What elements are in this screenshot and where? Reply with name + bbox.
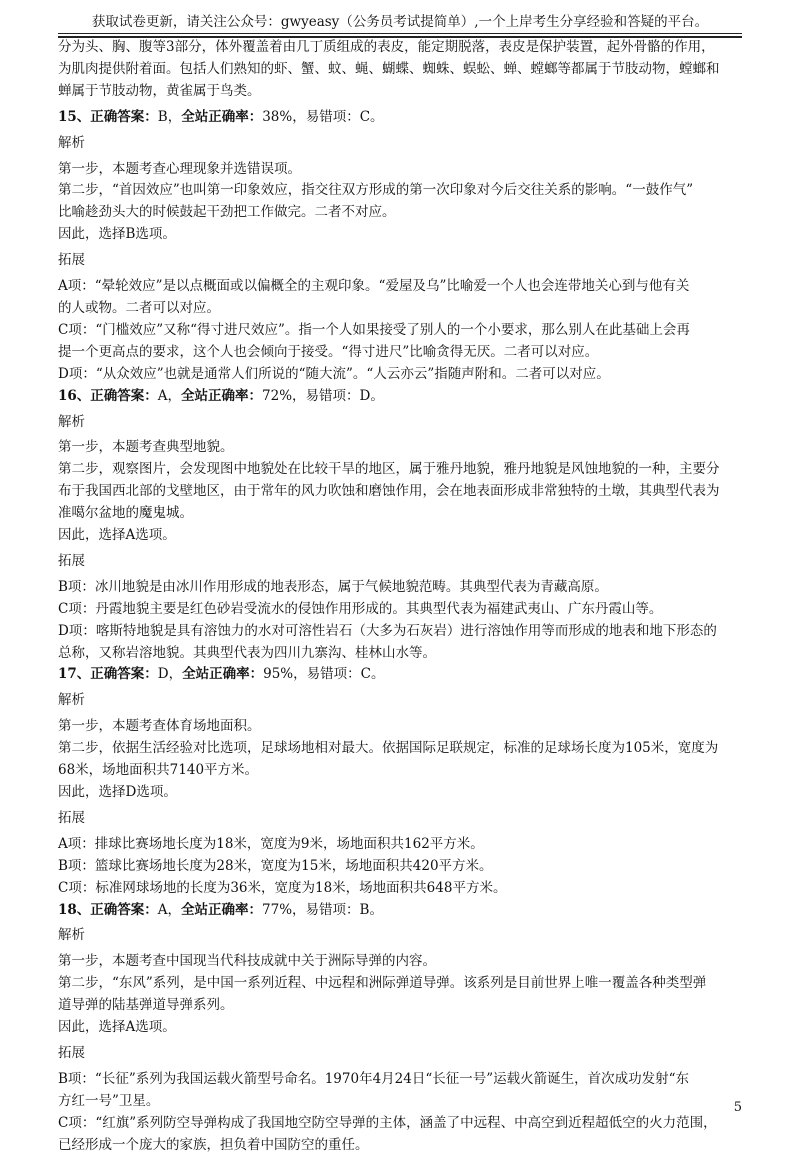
text-line: B项：篮球比赛场地长度为28米，宽度为15米，场地面积共420平方米。 [58,857,493,874]
extension-heading: 拓展 [58,1044,85,1061]
text-line: 比喻趁劲头大的时候鼓起干劲把工作做完。二者不对应。 [58,204,396,221]
question-17 [58,664,742,899]
rate-label: 全站正确率： [181,387,263,404]
text-line: 提一个更高点的要求，这个人也会倾向于接受。“得寸进尺”比喻贪得无厌。二者可以对应。 [58,343,599,360]
text-line: 第一步，本题考查典型地貌。 [58,439,234,456]
answer-line [58,386,742,408]
rate-value: 38%，易错项：C。 [262,108,384,125]
text-line: B项：“长征”系列为我国运载火箭型号命名。1970年4月24日“长征一号”运载火箭诞生，首次成功发射“东 [58,1070,690,1087]
text-line: C项：标准网球场地的长度为36米，宽度为18米，场地面积共648平方米。 [58,879,507,896]
extension-heading: 拓展 [58,809,85,826]
rate-value: 77%，易错项：B。 [262,901,383,918]
text-line: 第二步，观察图片，会发现图中地貌处在比较干旱的地区，属于雅丹地貌，雅丹地貌是风蚀地貌的一种，主要分 [58,461,720,478]
text-line: 方红一号”卫星。 [58,1092,160,1109]
answer-label: 正确答案： [90,108,158,125]
text-line: 第二步，依据生活经验对比选项，足球场地相对最大。依据国际足联规定，标准的足球场长度为105米，宽度为 [58,740,719,757]
answer-line [58,664,742,686]
text-line: 已经形成一个庞大的家族，担负着中国防空的重任。 [58,1136,369,1153]
question-18 [58,900,742,1157]
text-line: 因此，选择B选项。 [58,226,176,243]
analysis-heading: 解析 [58,413,85,430]
text-line: A项：排球比赛场地长度为18米，宽度为9米，场地面积共162平方米。 [58,835,484,852]
extension-heading: 拓展 [58,552,85,569]
extension-heading: 拓展 [58,252,85,269]
page-header: 获取试卷更新，请关注公众号：gwyeasy（公务员考试提简单）,一个上岸考生分享经验和答疑的平台。 [91,14,709,30]
answer-label: 正确答案： [90,901,158,918]
text-line: 第一步，本题考查体育场地面积。 [58,718,261,735]
analysis-heading: 解析 [58,692,85,709]
page-number: 5 [733,1100,742,1115]
text-line: C项：“门槛效应”又称“得寸进尺效应”。指一个人如果接受了别人的一个小要求，那么别人在此基础上会再 [58,321,690,338]
answer-value: D， [157,666,183,683]
answer-label: 正确答案： [90,387,158,404]
question-number: 16、 [58,387,91,404]
answer-value: A， [157,387,182,404]
text-line: 68米，场地面积共7140平方米。 [58,762,259,779]
question-number: 15、 [58,108,91,125]
question-number: 17、 [58,666,91,683]
text-line: 分为头、胸、腹等3部分，体外覆盖着由几丁质组成的表皮，能定期脱落，表皮是保护装置，起外骨骼的作用， [58,39,715,55]
text-line: 道导弹的陆基弹道导弹系列。 [58,997,234,1014]
text-line: D项：喀斯特地貌是具有溶蚀力的水对可溶性岩石（大多为石灰岩）进行溶蚀作用等而形成的地表和地下形态的 [58,622,717,639]
answer-line [58,900,742,922]
text-line: B项：冰川地貌是由冰川作用形成的地表形态，属于气候地貌范畴。其典型代表为青藏高原。 [58,578,608,595]
text-line: 布于我国西北部的戈壁地区，由于常年的风力吹蚀和磨蚀作用，会在地表面形成非常独特的土墩，其典型代表为 [58,483,720,500]
text-line: 第一步，本题考查中国现当代科技成就中关于洲际导弹的内容。 [58,953,436,970]
text-line: 准噶尔盆地的魔鬼城。 [58,505,193,522]
analysis-heading: 解析 [58,134,85,151]
rate-value: 72%，易错项：D。 [262,387,384,404]
text-line: C项：丹霞地貌主要是红色砂岩受流水的侵蚀作用形成的。其典型代表为福建武夷山、广东丹霞山等。 [58,600,663,617]
answer-value: B， [157,108,182,125]
text-line: 蝉属于节肢动物，黄雀属于鸟类。 [58,82,261,99]
intro-paragraph [58,37,742,103]
document-body [58,37,742,1157]
text-line: 第二步，“东风”系列，是中国一系列近程、中远程和洲际弹道导弹。该系列是目前世界上唯一覆盖各种类型弹 [58,975,707,992]
text-line: 为肌肉提供附着面。包括人们熟知的虾、蟹、蚊、蝇、蝴蝶、蜘蛛、蜈蚣、蝉、螳螂等都属于节肢动物，螳螂和 [58,60,720,77]
analysis-heading: 解析 [58,927,85,944]
text-line: 因此，选择A选项。 [58,1019,176,1036]
answer-line [58,107,742,129]
text-line: 因此，选择D选项。 [58,784,177,800]
text-line: 第一步，本题考查心理现象并选错误项。 [58,160,301,177]
question-16 [58,386,742,665]
rate-label: 全站正确率： [181,901,263,918]
text-line: 总称，又称岩溶地貌。其典型代表为四川九寨沟、桂林山水等。 [58,644,436,661]
text-line: D项：“从众效应”也就是通常人们所说的“随大流”。“人云亦云”指随声附和。二者可以对应。 [58,365,610,382]
text-line: A项：“晕轮效应”是以点概面或以偏概全的主观印象。“爱屋及乌”比喻爱一个人也会连带地关心到与他有关 [58,278,690,295]
text-line: 第二步，“首因效应”也叫第一印象效应，指交往双方形成的第一次印象对今后交往关系的影响。“一鼓作气” [58,182,694,199]
question-number: 18、 [58,901,91,918]
rate-label: 全站正确率： [182,666,264,683]
text-line: C项：“红旗”系列防空导弹构成了我国地空防空导弹的主体，涵盖了中远程、中高空到近程超低空的火力范围， [58,1114,717,1131]
text-line: 的人或物。二者可以对应。 [58,299,220,316]
rate-label: 全站正确率： [181,108,263,125]
rate-value: 95%，易错项：C。 [263,666,385,683]
header-rule-thin [58,33,742,34]
text-line: 因此，选择A选项。 [58,527,176,544]
question-15 [58,107,742,386]
answer-label: 正确答案： [90,666,158,683]
answer-value: A， [157,901,182,918]
